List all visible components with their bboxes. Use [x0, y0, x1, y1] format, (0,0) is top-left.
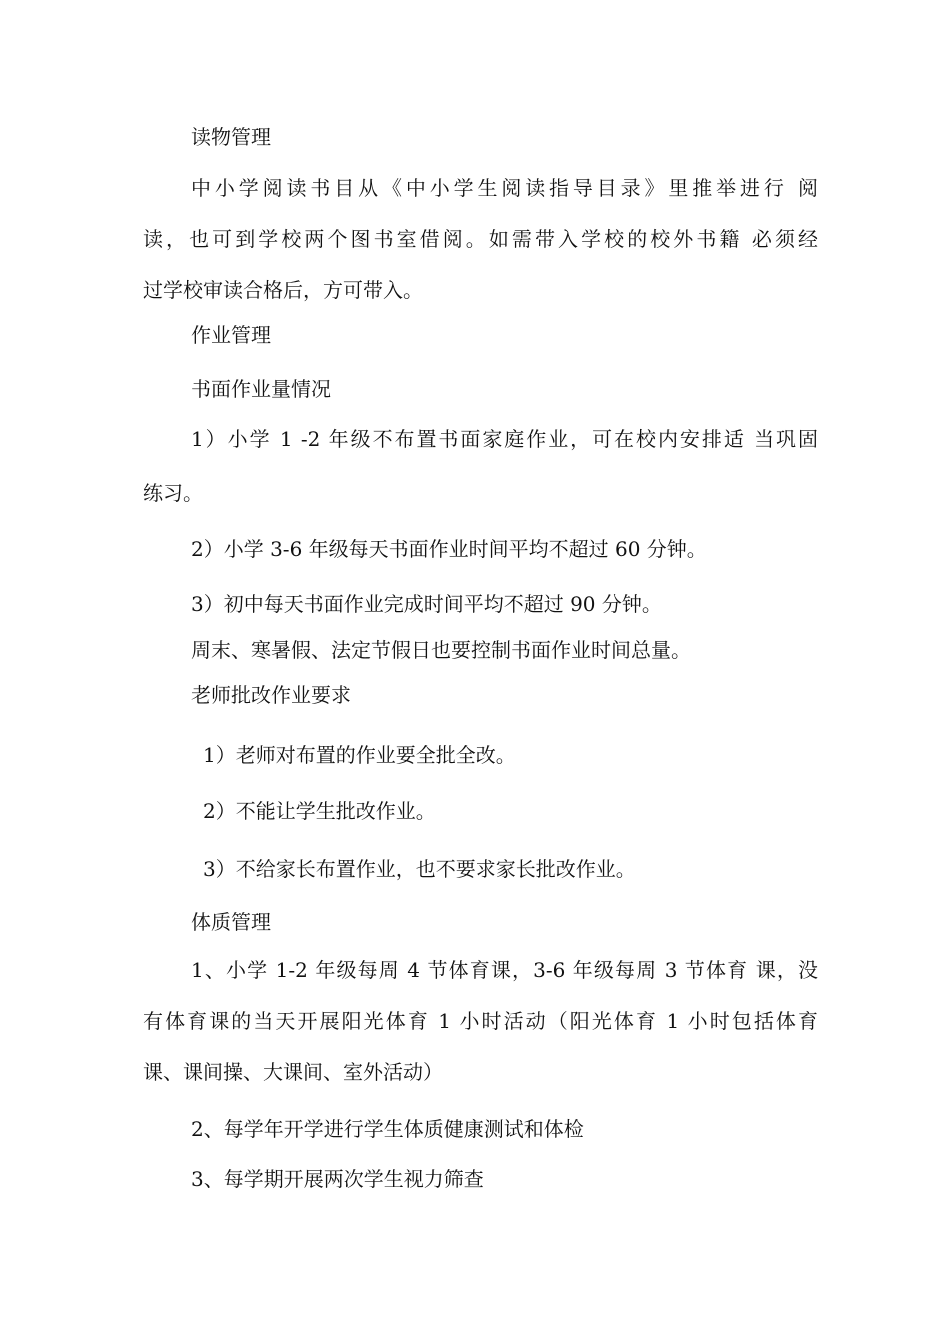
- physical-item-3: 3、每学期开展两次学生视力筛查: [191, 1167, 484, 1191]
- physical-heading: 体质管理: [191, 910, 271, 934]
- reading-paragraph-line-3: 过学校审读合格后，方可带入。: [143, 278, 423, 302]
- reading-paragraph-line-2: 读，也可到学校两个图书室借阅。如需带入学校的校外书籍 必须经: [143, 227, 818, 251]
- physical-item-1-line-2: 有体育课的当天开展阳光体育 1 小时活动（阳光体育 1 小时包括体育: [143, 1009, 818, 1033]
- homework-note: 周末、寒暑假、法定节假日也要控制书面作业时间总量。: [191, 638, 691, 662]
- homework-subheading: 书面作业量情况: [191, 377, 331, 401]
- grading-item-1: 1）老师对布置的作业要全批全改。: [203, 743, 516, 767]
- grading-item-3: 3）不给家长布置作业，也不要求家长批改作业。: [203, 857, 636, 881]
- reading-heading: 读物管理: [191, 125, 271, 149]
- homework-heading: 作业管理: [191, 323, 271, 347]
- grading-item-2: 2）不能让学生批改作业。: [203, 799, 436, 823]
- reading-paragraph-line-1: 中小学阅读书目从《中小学生阅读指导目录》里推举进行 阅: [191, 176, 818, 200]
- homework-item-1-line-2: 练习。: [143, 481, 203, 505]
- physical-item-1-line-3: 课、课间操、大课间、室外活动）: [143, 1060, 443, 1084]
- homework-item-3: 3）初中每天书面作业完成时间平均不超过 90 分钟。: [191, 592, 662, 616]
- homework-item-1-line-1: 1）小学 1 -2 年级不布置书面家庭作业，可在校内安排适 当巩固: [191, 427, 818, 451]
- grading-heading: 老师批改作业要求: [191, 683, 351, 707]
- physical-item-1-line-1: 1、小学 1-2 年级每周 4 节体育课，3-6 年级每周 3 节体育 课，没: [191, 958, 818, 982]
- physical-item-2: 2、每学年开学进行学生体质健康测试和体检: [191, 1117, 584, 1141]
- homework-item-2: 2）小学 3-6 年级每天书面作业时间平均不超过 60 分钟。: [191, 537, 707, 561]
